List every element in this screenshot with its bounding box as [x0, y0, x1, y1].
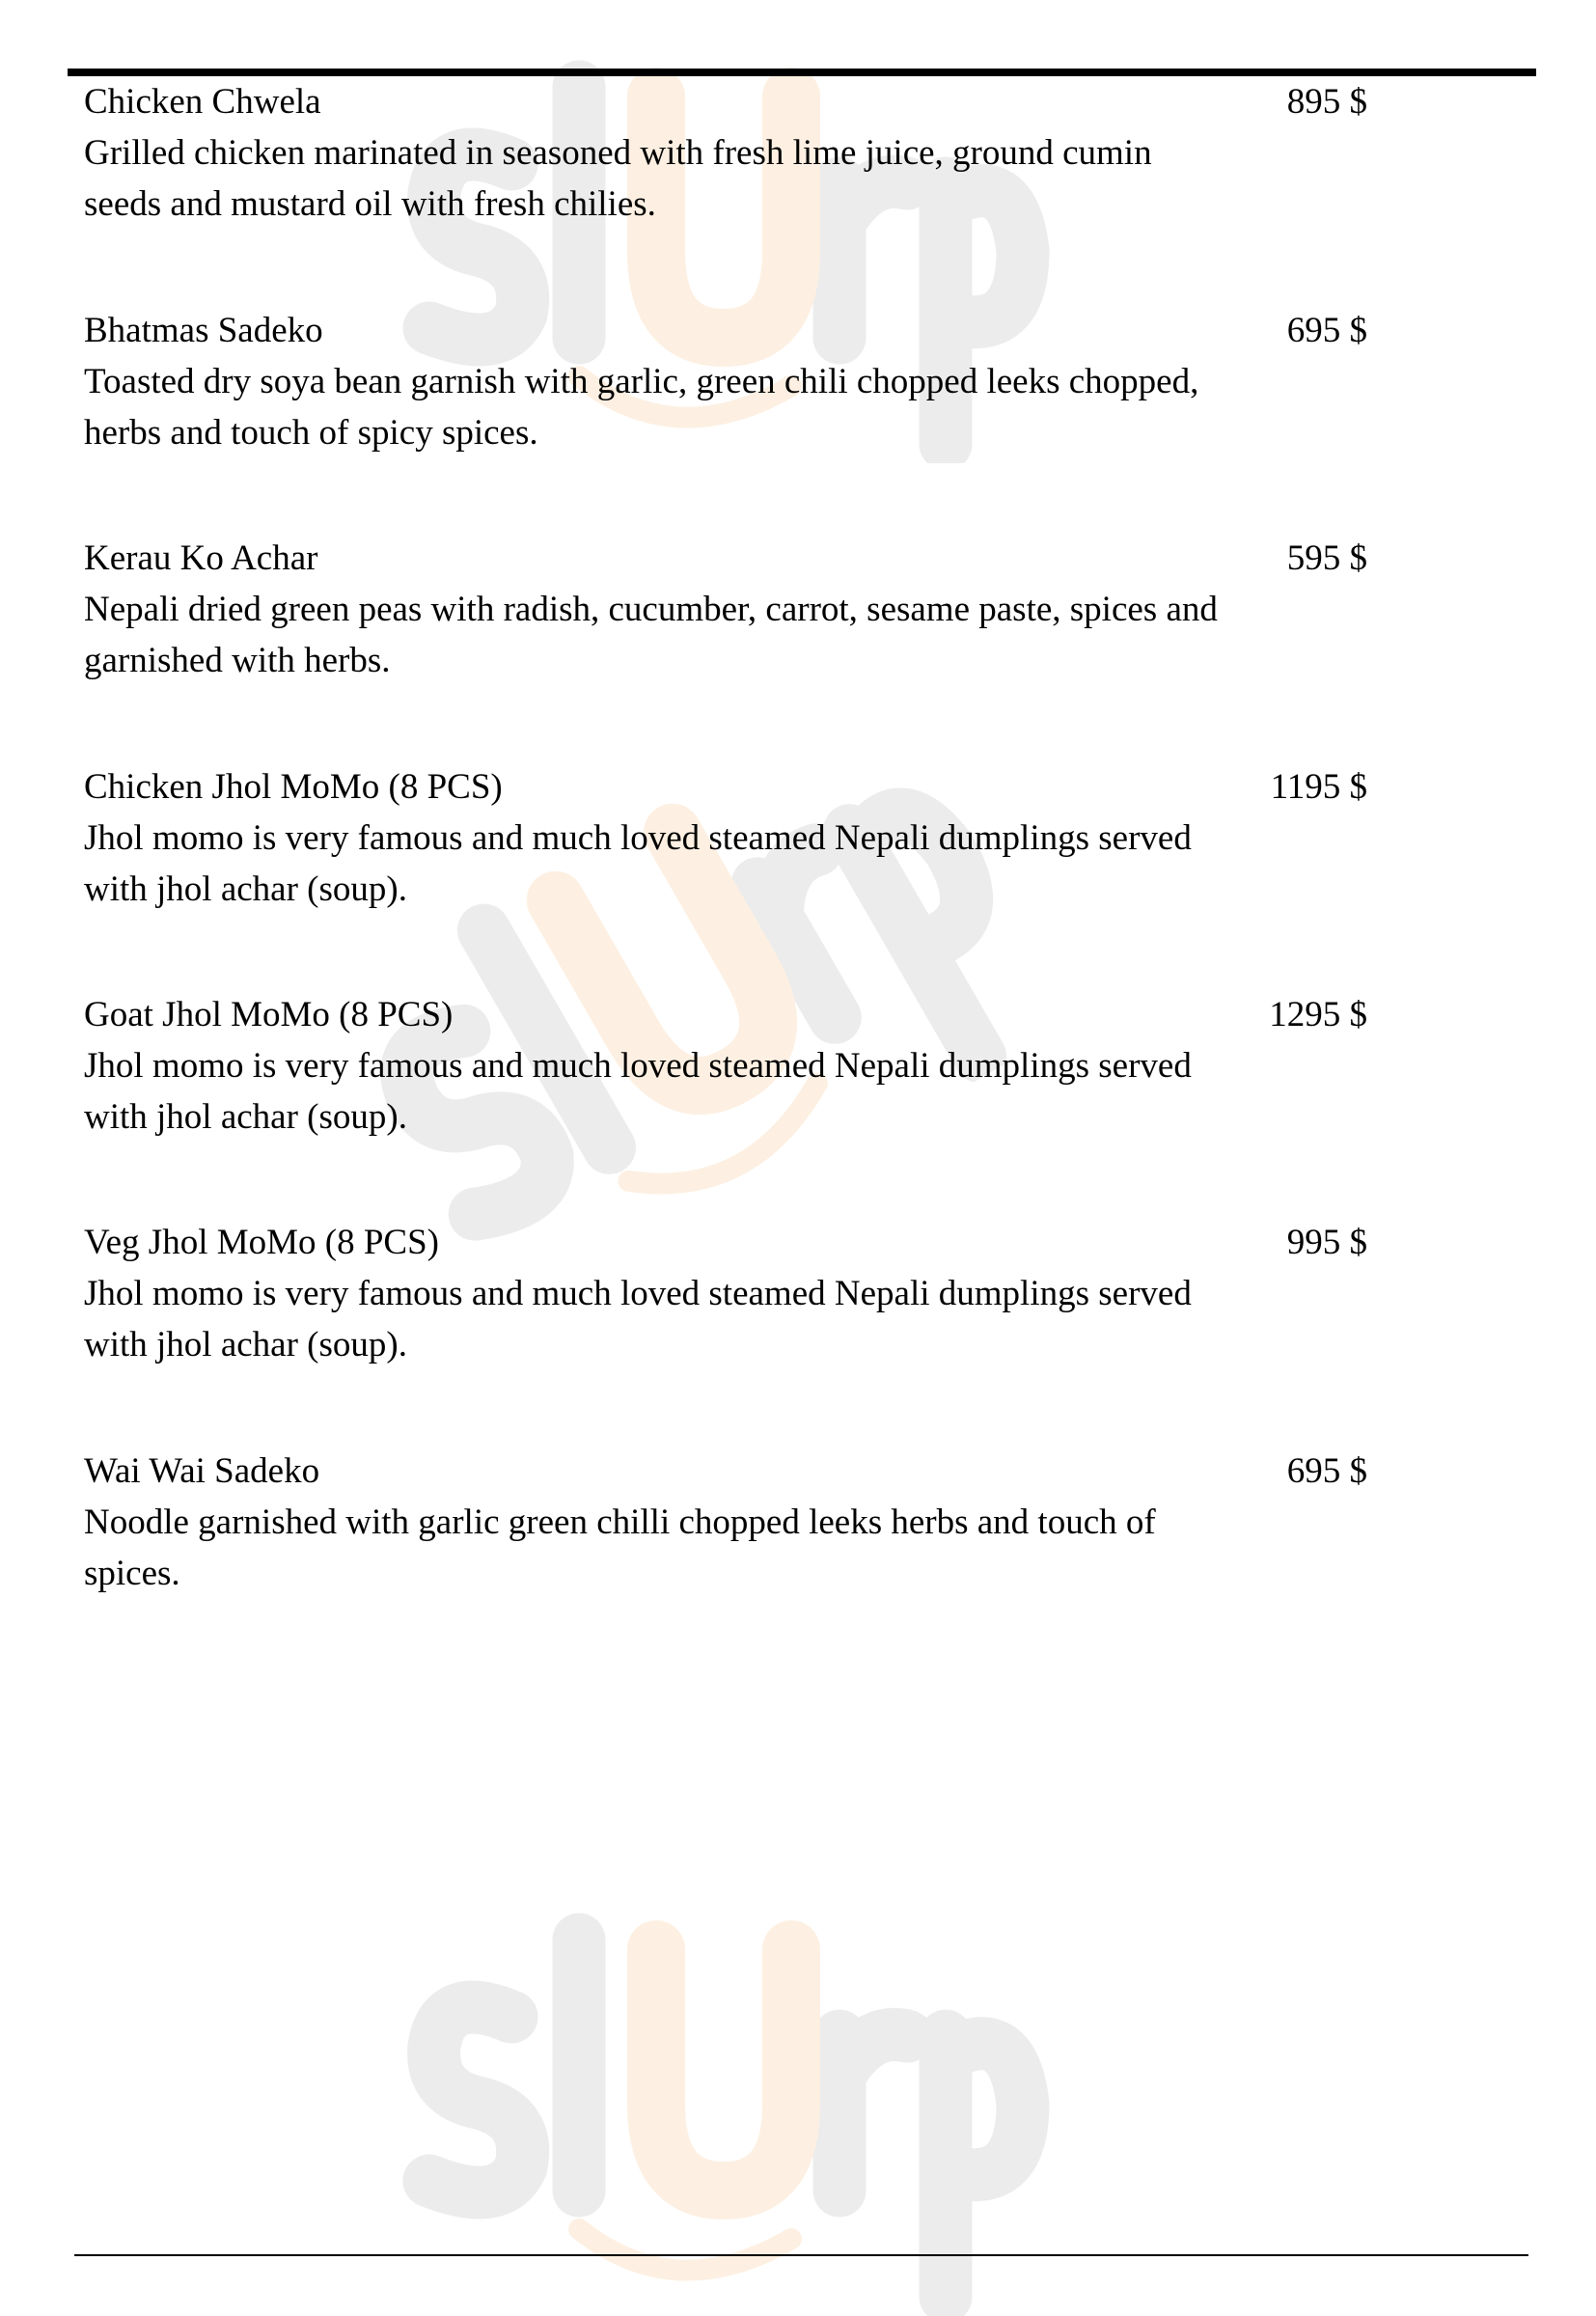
item-name: Veg Jhol MoMo (8 PCS)	[84, 1223, 439, 1262]
menu-item	[0, 989, 1596, 1217]
menu-item	[0, 761, 1596, 989]
top-divider	[68, 69, 1536, 76]
bottom-divider	[74, 2254, 1528, 2256]
item-name: Chicken Jhol MoMo (8 PCS)	[84, 767, 503, 807]
item-description: Grilled chicken marinated in seasoned with fresh lime juice, ground cumin seeds and mustard oil with fresh chilies.	[84, 133, 1152, 224]
menu-item	[0, 1217, 1596, 1445]
item-description: Jhol momo is very famous and much loved steamed Nepali dumplings served with jhol achar (soup).	[84, 1046, 1192, 1137]
menu-item	[0, 533, 1596, 760]
item-price: 595 $	[1286, 538, 1367, 578]
item-price: 1195 $	[1270, 767, 1367, 807]
item-description: Jhol momo is very famous and much loved steamed Nepali dumplings served with jhol achar (soup).	[84, 818, 1192, 909]
item-description: Jhol momo is very famous and much loved steamed Nepali dumplings served with jhol achar (soup).	[84, 1274, 1192, 1365]
menu-item	[0, 305, 1596, 533]
item-name: Chicken Chwela	[84, 82, 321, 122]
item-price: 895 $	[1286, 82, 1367, 122]
item-price: 1295 $	[1269, 995, 1367, 1034]
menu-item	[0, 76, 1596, 304]
item-name: Wai Wai Sadeko	[84, 1451, 320, 1491]
menu-item	[0, 1446, 1596, 1673]
item-name: Bhatmas Sadeko	[84, 311, 323, 350]
item-description: Nepali dried green peas with radish, cucumber, carrot, sesame paste, spices and garnished with herbs.	[84, 590, 1218, 680]
item-name: Goat Jhol MoMo (8 PCS)	[84, 995, 454, 1034]
item-name: Kerau Ko Achar	[84, 538, 318, 578]
item-description: Toasted dry soya bean garnish with garlic, green chili chopped leeks chopped, herbs and touch of spicy spices.	[84, 362, 1199, 453]
item-price: 995 $	[1286, 1223, 1367, 1262]
item-price: 695 $	[1286, 1451, 1367, 1491]
item-description: Noodle garnished with garlic green chilli chopped leeks herbs and touch of spices.	[84, 1503, 1156, 1593]
item-price: 695 $	[1286, 311, 1367, 350]
